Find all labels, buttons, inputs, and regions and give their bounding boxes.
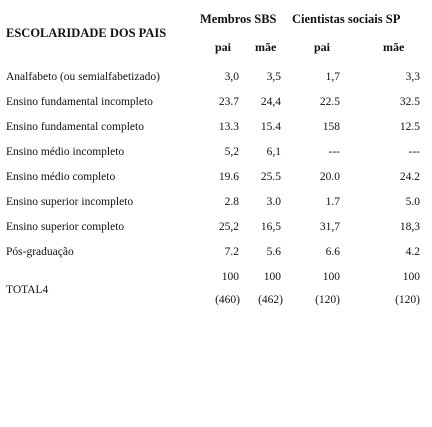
subheader-pai-sbs: pai xyxy=(215,40,232,54)
cell-value: 7.2 xyxy=(224,246,239,258)
cell-value: 158 xyxy=(322,121,340,133)
subheader-mae-sbs: mãe xyxy=(255,40,277,54)
row-label: Pós-graduação xyxy=(6,246,74,258)
total-count: (120) xyxy=(315,294,340,306)
cell-value: 24,4 xyxy=(260,96,281,108)
cell-value: 3,3 xyxy=(405,71,420,83)
cell-value: 6.6 xyxy=(325,246,340,258)
cell-value: 15.4 xyxy=(260,121,281,133)
cell-value: 5,2 xyxy=(224,146,239,158)
total-count: (462) xyxy=(258,294,283,306)
total-count: (120) xyxy=(395,294,420,306)
cell-value: 3,0 xyxy=(224,71,239,83)
group-header-sbs: Membros SBS xyxy=(200,12,277,26)
cell-value: 6,1 xyxy=(266,146,281,158)
row-label: Analfabeto (ou semialfabetizado) xyxy=(6,71,160,83)
total-value: 100 xyxy=(402,271,420,283)
row-header: ESCOLARIDADE DOS PAIS xyxy=(6,26,167,40)
cell-value: 2.8 xyxy=(224,196,239,208)
cell-value: 1,7 xyxy=(325,71,340,83)
row-label: Ensino superior incompleto xyxy=(6,196,134,208)
cell-value: 18,3 xyxy=(399,221,420,233)
cell-value: 25.5 xyxy=(260,171,281,183)
cell-value: 24.2 xyxy=(399,171,420,183)
cell-value: 3,5 xyxy=(266,71,281,83)
cell-value: 31,7 xyxy=(319,221,340,233)
row-label: Ensino fundamental incompleto xyxy=(6,96,153,108)
cell-value: 5.0 xyxy=(405,196,420,208)
group-header-sp: Cientistas sociais SP xyxy=(292,12,401,26)
row-label: Ensino médio incompleto xyxy=(6,146,125,158)
cell-value: 12.5 xyxy=(399,121,420,133)
total-value: 100 xyxy=(322,271,340,283)
total-count: (460) xyxy=(215,294,240,306)
cell-value: 16,5 xyxy=(260,221,281,233)
cell-value: 23.7 xyxy=(218,96,239,108)
cell-value: 13.3 xyxy=(218,121,239,133)
row-label: Ensino fundamental completo xyxy=(6,121,144,133)
total-label: TOTAL4 xyxy=(6,284,49,296)
row-label: Ensino médio completo xyxy=(6,171,116,183)
cell-value: --- xyxy=(408,146,420,158)
cell-value: 20.0 xyxy=(319,171,340,183)
subheader-mae-sp: mãe xyxy=(383,40,405,54)
total-value: 100 xyxy=(263,271,281,283)
cell-value: 25,2 xyxy=(218,221,239,233)
cell-value: 32.5 xyxy=(399,96,420,108)
cell-value: --- xyxy=(328,146,340,158)
total-value: 100 xyxy=(221,271,239,283)
cell-value: 4.2 xyxy=(405,246,420,258)
cell-value: 3.0 xyxy=(266,196,281,208)
cell-value: 1.7 xyxy=(325,196,340,208)
cell-value: 5.6 xyxy=(266,246,281,258)
cell-value: 19.6 xyxy=(218,171,239,183)
cell-value: 22.5 xyxy=(319,96,340,108)
row-label: Ensino superior completo xyxy=(6,221,125,233)
subheader-pai-sp: pai xyxy=(314,40,331,54)
